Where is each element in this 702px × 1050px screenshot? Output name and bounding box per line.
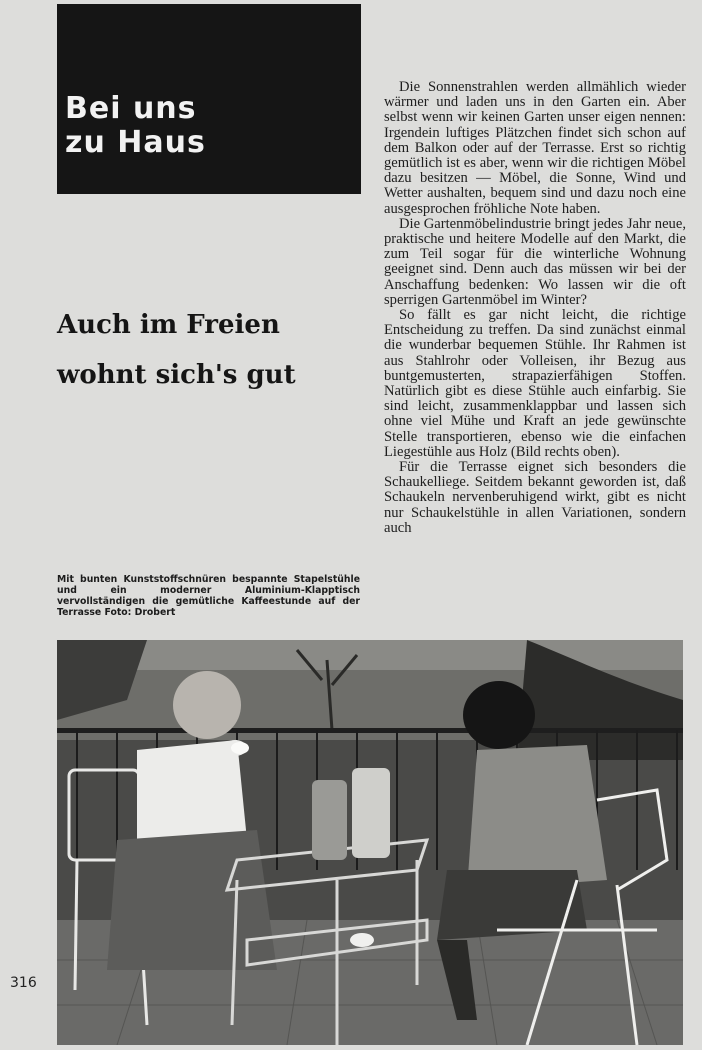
article-paragraph-4: Für die Terrasse eignet sich besonders die Schaukelliege. Seitdem bekannt geworden ist, daß Schaukeln nervenberuhigend wirkt, gibt es nicht nur Schaukelstühle in allen Variationen, sondern auch — [384, 459, 686, 536]
section-header-line-1: Bei uns — [65, 91, 197, 126]
photo-caption: Mit bunten Kunststoffschnüren bespannte Stapelstühle und ein moderner Aluminium-Klapptisch vervollständigen die gemütliche Kaffeestunde auf der Terrasse Foto: Drobert — [57, 574, 360, 618]
article-paragraph-3: So fällt es gar nicht leicht, die richtige Entscheidung zu treffen. Da sind zunächst einmal die wunderbar bequemen Stühle. Ihr Rahmen ist aus Stahlrohr oder Volleisen, ihr Bezug aus buntgemusterten, strapazierfähigen Stoffen. Natürlich gibt es diese Stühle auch einfarbig. Sie sind leicht, zusammenklappbar und lassen sich ohne viel Mühe und Kraft an jede gewünschte Stelle transportieren, ebenso wie die einfachen Liegestühle aus Holz (Bild rechts oben). — [384, 307, 686, 460]
terrace-photo — [57, 640, 683, 1045]
article-headline — [57, 300, 357, 400]
section-header — [65, 92, 206, 160]
headline-line-1: Auch im Freien — [57, 310, 280, 340]
article-paragraph-2: Die Gartenmöbelindustrie bringt jedes Jahr neue, praktische und heitere Modelle auf den Markt, die zum Teil sogar für die winterliche Wohnung geeignet sind. Denn auch das müssen wir bei der Anschaffung bedenken: Wo lassen wir die oft sperrigen Gartenmöbel im Winter? — [384, 215, 686, 308]
section-header-line-2: zu Haus — [65, 125, 206, 160]
headline-line-2: wohnt sich's gut — [57, 360, 296, 390]
page-number: 316 — [10, 975, 37, 991]
section-header-box — [57, 4, 361, 194]
article-body — [384, 80, 686, 536]
article-paragraph-1: Die Sonnenstrahlen werden allmählich wieder wärmer und laden uns in den Garten ein. Aber selbst wenn wir keinen Garten unser eigen nennen: Irgendein luftiges Plätzchen findet sich schon auf dem Balkon oder auf der Terrasse. Erst so richtig gemütlich ist es aber, wenn wir die richtigen Möbel dazu besitzen — Möbel, die Sonne, Wind und Wetter aushalten, bequem sind und dazu noch eine ausgesprochen fröhliche Note haben. — [384, 79, 686, 217]
